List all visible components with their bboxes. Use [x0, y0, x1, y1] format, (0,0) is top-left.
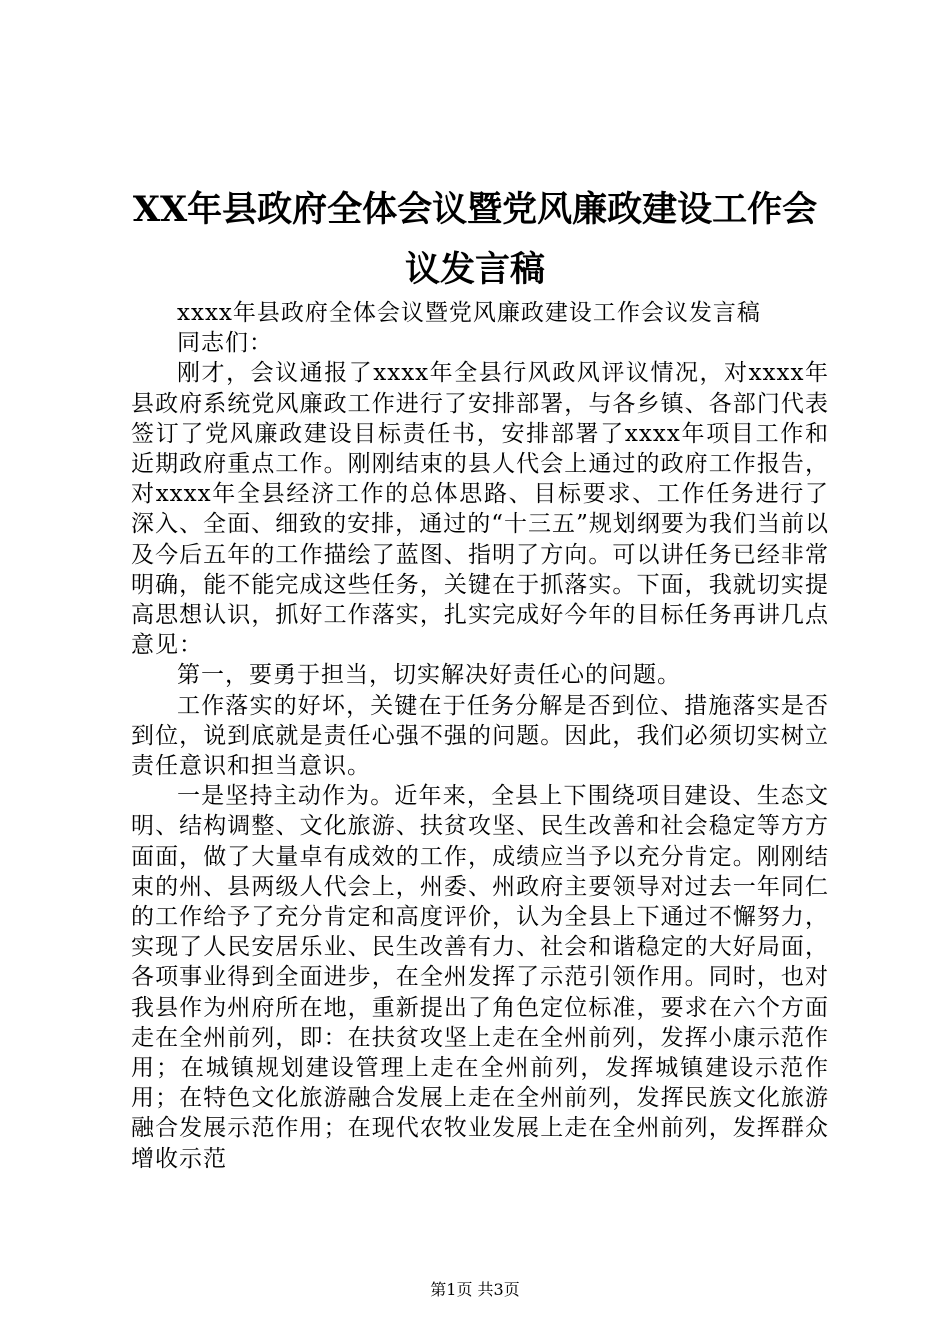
paragraph-initiative: 一是坚持主动作为。近年来，全县上下围绕项目建设、生态文明、结构调整、文化旅游、扶贫攻坚、民生改善和社会稳定等方方面面，做了大量卓有成效的工作，成绩应当予以充分肯定。刚刚结束的州、县两级人代会上，州委、州政府主要领导对过去一年同仁的工作给予了充分肯定和高度评价，认为全县上下通过不懈努力，实现了人民安居乐业、民生改善有力、社会和谐稳定的大好局面，各项事业得到全面进步，在全州发挥了示范引领作用。同时，也对我县作为州府所在地，重新提出了角色定位标准，要求在六个方面走在全州前列，即：在扶贫攻坚上走在全州前列，发挥小康示范作用；在城镇规划建设管理上走在全州前列，发挥城镇建设示范作用；在特色文化旅游融合发展上走在全州前列，发挥民族文化旅游融合发展示范作用；在现代农牧业发展上走在全州前列，发挥群众增收示范	[131, 783, 829, 1172]
paragraph-intro: 刚才，会议通报了xxxx年全县行风政风评议情况，对xxxx年县政府系统党风廉政工作进行了安排部署，与各乡镇、各部门代表签订了党风廉政建设目标责任书，安排部署了xxxx年项目工作和近期政府重点工作。刚刚结束的县人代会上通过的政府工作报告，对xxxx年全县经济工作的总体思路、目标要求、工作任务进行了深入、全面、细致的安排，通过的“十三五”规划纲要为我们当前以及今后五年的工作描绘了蓝图、指明了方向。可以讲任务已经非常明确，能不能完成这些任务，关键在于抓落实。下面，我就切实提高思想认识，抓好工作落实，扎实完成好今年的目标任务再讲几点意见：	[131, 360, 829, 659]
document-title-line2: 议发言稿	[404, 249, 545, 290]
document-body	[131, 298, 829, 1174]
paragraph-subtitle: xxxx年县政府全体会议暨党风廉政建设工作会议发言稿	[177, 300, 761, 326]
paragraph-salutation: 同志们：	[177, 330, 273, 357]
page-number-footer: 第1页 共3页	[430, 1280, 520, 1299]
paragraph-first-point: 第一，要勇于担当，切实解决好责任心的问题。	[177, 662, 681, 689]
paragraph-responsibility: 工作落实的好坏，关键在于任务分解是否到位、措施落实是否到位，说到底就是责任心强不强的问题。因此，我们必须切实树立责任意识和担当意识。	[131, 692, 829, 780]
document-title-line1: XX年县政府全体会议暨党风廉政建设工作会	[132, 189, 818, 230]
